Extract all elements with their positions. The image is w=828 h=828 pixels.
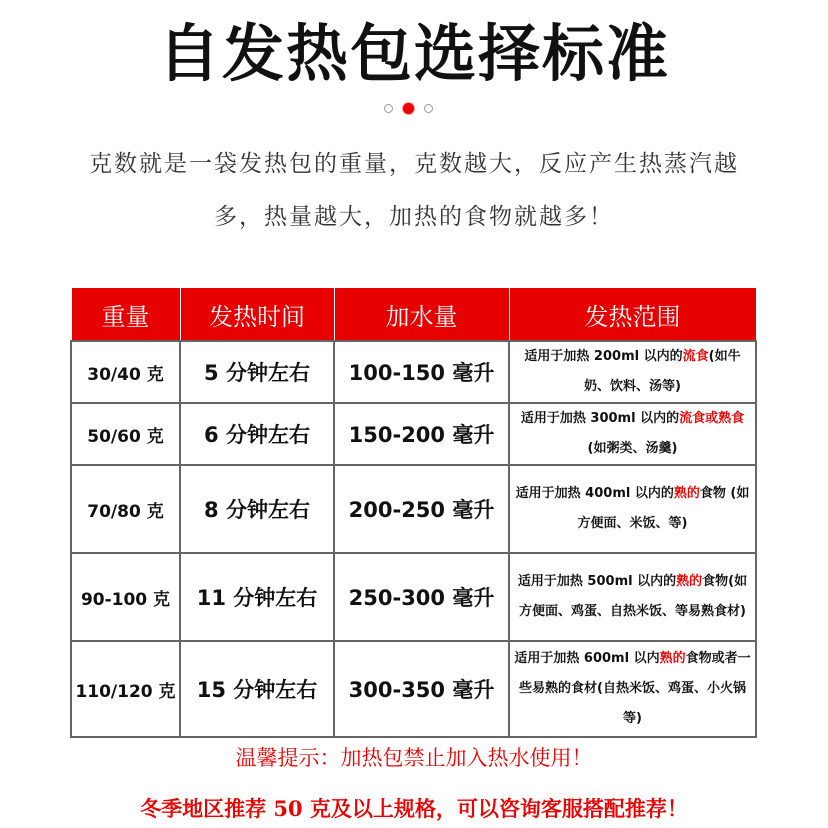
cell-time: 11 分钟左右 — [180, 553, 334, 641]
dot — [424, 104, 433, 113]
range-text: 适用于加热 300ml 以内的 — [520, 411, 680, 426]
dot — [384, 104, 393, 113]
cell-range — [509, 641, 756, 737]
warning-1: 温馨提示：加热包禁止加入热水使用！ — [235, 746, 593, 770]
range-text: 适用于加热 200ml 以内的 — [524, 349, 683, 364]
table-row — [71, 465, 756, 553]
header-water: 加水量 — [334, 288, 509, 342]
header-range: 发热范围 — [509, 288, 756, 342]
range-text: 食物(如方便面、鸡蛋、自热米饭、等易熟食材) — [519, 574, 748, 619]
cell-water: 150-200 毫升 — [334, 403, 509, 465]
cell-range — [509, 553, 756, 641]
page-title: 自发热包选择标准 — [157, 17, 670, 90]
cell-range — [509, 465, 756, 553]
cell-time: 8 分钟左右 — [180, 465, 334, 553]
range-text: 食物 (如方便面、米饭、等) — [577, 486, 750, 531]
header-weight: 重量 — [71, 288, 180, 342]
table-row — [71, 403, 756, 465]
header-time: 发热时间 — [180, 288, 334, 342]
cell-weight: 90-100 克 — [71, 553, 180, 641]
table-row — [71, 641, 756, 737]
range-text: 食物或者一些易熟的食材(自热米饭、鸡蛋、小火锅等) — [519, 651, 751, 726]
warning-2: 冬季地区推荐 50 克及以上规格，可以咨询客服搭配推荐！ — [140, 796, 688, 821]
highlight-text: 熟的 — [676, 574, 703, 589]
highlight-text: 流食 — [682, 349, 709, 364]
cell-range — [509, 403, 756, 465]
range-text: 适用于加热 500ml 以内的 — [517, 574, 677, 589]
cell-water: 300-350 毫升 — [334, 641, 509, 737]
cell-water: 250-300 毫升 — [334, 553, 509, 641]
table-row — [71, 341, 756, 403]
table-row — [71, 553, 756, 641]
highlight-text: 熟的 — [659, 651, 686, 666]
cell-water: 100-150 毫升 — [334, 341, 509, 403]
cell-time: 15 分钟左右 — [180, 641, 334, 737]
cell-water: 200-250 毫升 — [334, 465, 509, 553]
intro-line-2: 多，热量越大，加热的食物就越多！ — [214, 204, 614, 230]
intro-line-1: 克数就是一袋发热包的重量，克数越大，反应产生热蒸汽越 — [89, 151, 739, 177]
cell-time: 5 分钟左右 — [180, 341, 334, 403]
highlight-text: 流食或熟食 — [679, 411, 745, 426]
cell-weight: 30/40 克 — [71, 341, 180, 403]
range-text: 适用于加热 600ml 以内 — [514, 651, 660, 666]
carousel-indicator — [384, 102, 433, 115]
cell-range — [509, 341, 756, 403]
range-text: (如牛奶、饮料、汤等) — [584, 349, 741, 394]
range-text: (如粥类、汤羹) — [587, 441, 678, 456]
cell-weight: 110/120 克 — [71, 641, 180, 737]
highlight-text: 熟的 — [673, 486, 700, 501]
cell-weight: 50/60 克 — [71, 403, 180, 465]
dot-active — [402, 102, 415, 115]
cell-time: 6 分钟左右 — [180, 403, 334, 465]
range-text: 适用于加热 400ml 以内的 — [515, 486, 674, 501]
cell-weight: 70/80 克 — [71, 465, 180, 553]
spec-table — [70, 287, 757, 738]
